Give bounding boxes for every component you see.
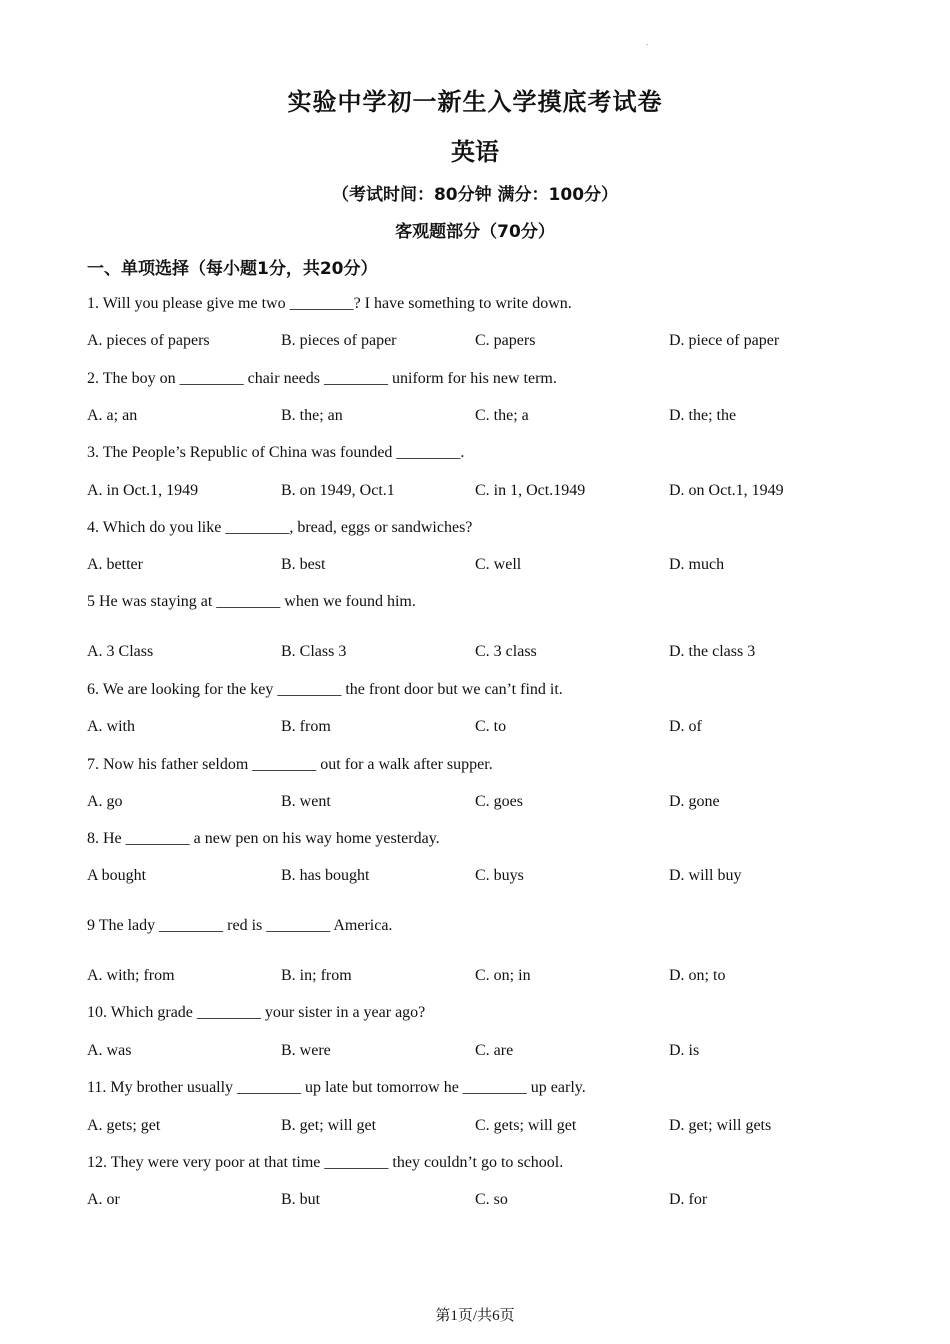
option-c: C. so	[475, 1191, 508, 1208]
option-d: D. get; will gets	[669, 1117, 772, 1134]
exam-info: （考试时间：80分钟 满分：100分）	[331, 185, 619, 205]
corner-mark: .	[646, 38, 648, 47]
option-d: D. piece of paper	[669, 332, 780, 349]
question-1: 1. Will you please give me two ________? I have something to write down.	[87, 295, 572, 312]
option-d: D. gone	[669, 793, 720, 810]
subject-title: 英语	[451, 138, 499, 166]
option-a: A. a; an	[87, 407, 138, 424]
question-4-options	[87, 556, 887, 578]
question-11-options	[87, 1117, 887, 1139]
option-d: D. will buy	[669, 867, 742, 884]
option-d: D. the; the	[669, 407, 737, 424]
option-c: C. in 1, Oct.1949	[475, 482, 586, 499]
question-8: 8. He ________ a new pen on his way home yesterday.	[87, 830, 440, 847]
option-a: A. pieces of papers	[87, 332, 210, 349]
option-b: B. from	[281, 718, 331, 735]
option-a: A. with; from	[87, 967, 175, 984]
option-c: C. 3 class	[475, 643, 537, 660]
option-d: D. is	[669, 1042, 700, 1059]
question-9: 9 The lady ________ red is ________ America.	[87, 917, 393, 934]
option-b: B. were	[281, 1042, 331, 1059]
option-c: C. on; in	[475, 967, 531, 984]
section-heading: 一、单项选择（每小题1分，共20分）	[87, 259, 378, 279]
option-d: D. the class 3	[669, 643, 756, 660]
question-7-options	[87, 793, 887, 815]
option-c: C. are	[475, 1042, 514, 1059]
question-3-options	[87, 482, 887, 504]
part-heading: 客观题部分（70分）	[395, 222, 555, 242]
question-12-options	[87, 1191, 887, 1213]
option-b: B. the; an	[281, 407, 343, 424]
option-c: C. to	[475, 718, 507, 735]
question-3: 3. The People’s Republic of China was founded ________.	[87, 444, 465, 461]
question-10-options	[87, 1042, 887, 1064]
option-d: D. on; to	[669, 967, 726, 984]
question-2-options	[87, 407, 887, 429]
option-a: A. go	[87, 793, 123, 810]
question-8-options	[87, 867, 887, 889]
option-b: B. Class 3	[281, 643, 347, 660]
option-c: C. gets; will get	[475, 1117, 577, 1134]
option-c: C. goes	[475, 793, 523, 810]
option-a: A. in Oct.1, 1949	[87, 482, 199, 499]
option-d: D. of	[669, 718, 702, 735]
option-b: B. on 1949, Oct.1	[281, 482, 395, 499]
option-d: D. on Oct.1, 1949	[669, 482, 784, 499]
question-2: 2. The boy on ________ chair needs ________ uniform for his new term.	[87, 370, 557, 387]
option-a: A. was	[87, 1042, 132, 1059]
question-1-options	[87, 332, 887, 354]
question-7: 7. Now his father seldom ________ out for a walk after supper.	[87, 756, 493, 773]
option-a: A bought	[87, 867, 147, 884]
option-d: D. much	[669, 556, 725, 573]
option-b: B. pieces of paper	[281, 332, 397, 349]
option-a: A. or	[87, 1191, 120, 1208]
option-b: B. best	[281, 556, 326, 573]
question-11: 11. My brother usually ________ up late but tomorrow he ________ up early.	[87, 1079, 586, 1096]
option-b: B. went	[281, 793, 331, 810]
option-c: C. the; a	[475, 407, 529, 424]
option-d: D. for	[669, 1191, 708, 1208]
option-a: A. better	[87, 556, 143, 573]
question-6: 6. We are looking for the key ________ the front door but we can’t find it.	[87, 681, 563, 698]
page-title: 实验中学初一新生入学摸底考试卷	[287, 88, 663, 116]
question-5-options	[87, 643, 887, 665]
option-a: A. 3 Class	[87, 643, 154, 660]
question-12: 12. They were very poor at that time ________ they couldn’t go to school.	[87, 1154, 564, 1171]
option-c: C. papers	[475, 332, 536, 349]
question-4: 4. Which do you like ________, bread, eggs or sandwiches?	[87, 519, 473, 536]
question-5: 5 He was staying at ________ when we found him.	[87, 593, 416, 610]
page-number: 第1页/共6页	[435, 1308, 515, 1324]
option-a: A. gets; get	[87, 1117, 161, 1134]
option-c: C. buys	[475, 867, 524, 884]
question-10: 10. Which grade ________ your sister in a year ago?	[87, 1004, 426, 1021]
option-b: B. but	[281, 1191, 321, 1208]
option-b: B. in; from	[281, 967, 352, 984]
option-c: C. well	[475, 556, 522, 573]
question-6-options	[87, 718, 887, 740]
question-9-options	[87, 967, 887, 989]
option-b: B. has bought	[281, 867, 370, 884]
option-b: B. get; will get	[281, 1117, 377, 1134]
option-a: A. with	[87, 718, 135, 735]
